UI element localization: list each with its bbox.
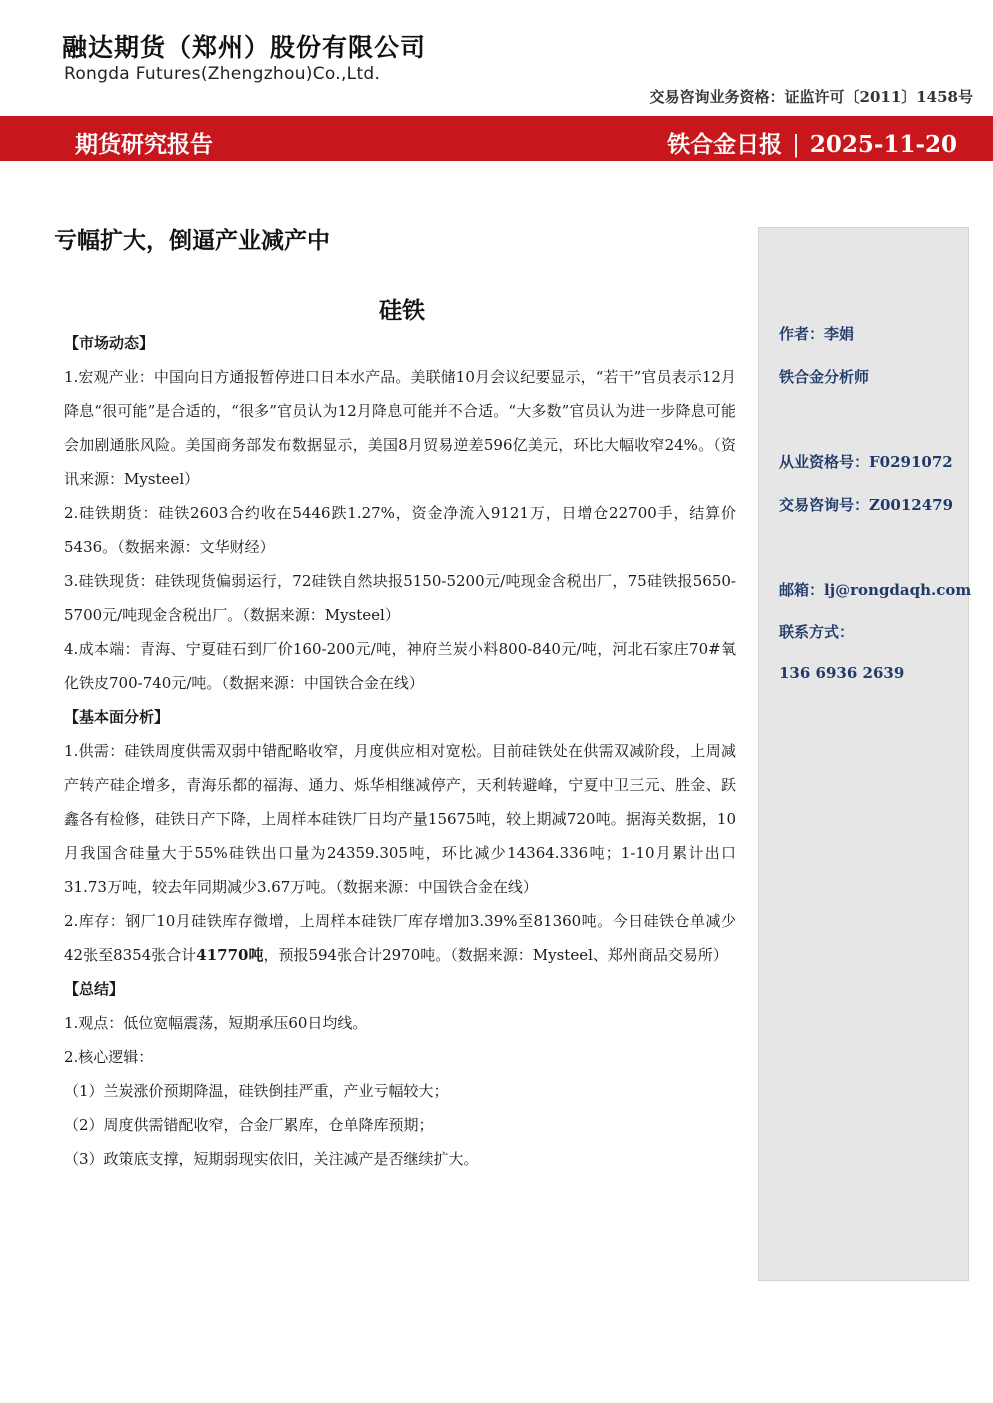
inventory-text-start: 2.库存：钢厂10月硅铁库存微增，上周样本硅铁厂库存增加3.39%至81360吨。今日硅铁仓单减少42张至8354张合计 [64, 912, 736, 964]
section-title-summary: 【总结】 [64, 980, 125, 998]
product-title: 硅铁 [379, 297, 425, 324]
summary-logic-label: 2.核心逻辑： [64, 1048, 154, 1066]
headline: 亏幅扩大，倒逼产业减产中 [54, 227, 330, 254]
company-name-cn: 融达期货（郑州）股份有限公司 [62, 33, 427, 62]
summary-logic-2: （2）周度供需错配收窄，合金厂累库，仓单降库预期； [64, 1116, 434, 1134]
license-info: 交易咨询业务资格：证监许可〔2011〕1458号 [649, 88, 973, 106]
section-title-fundamental: 【基本面分析】 [64, 708, 170, 726]
summary-view: 1.观点：低位宽幅震荡，短期承压60日均线。 [64, 1014, 368, 1032]
author-role: 铁合金分析师 [779, 368, 870, 386]
author-name: 作者：李娟 [779, 325, 855, 343]
report-type: 期货研究报告 [75, 131, 213, 158]
section-title-market: 【市场动态】 [64, 334, 155, 352]
summary-logic-1: （1）兰炭涨价预期降温，硅铁倒挂严重，产业亏幅较大； [64, 1082, 449, 1100]
author-sidebar [758, 227, 972, 1281]
report-name: 铁合金日报 [667, 131, 783, 158]
report-title-date [667, 126, 957, 159]
company-name-en: Rongda Futures(Zhengzhou)Co.,Ltd. [64, 64, 381, 84]
banner-separator: | [792, 132, 800, 158]
report-banner [0, 116, 993, 161]
summary-logic-3: （3）政策底支撑，短期弱现实依旧，关注减产是否继续扩大。 [64, 1150, 479, 1168]
report-body [64, 326, 736, 1176]
inventory-total-bold: 41770吨 [196, 946, 264, 964]
consult-number: 交易咨询号：Z0012479 [779, 496, 954, 514]
contact-label: 联系方式： [779, 623, 855, 641]
inventory-text-end: ，预报594张合计2970吨。（数据来源：Mysteel、郑州商品交易所） [263, 946, 728, 964]
fundamental-item-inventory [64, 904, 736, 972]
market-item-cost: 4.成本端：青海、宁夏硅石到厂价160-200元/吨，神府兰炭小料800-840元/吨，河北石家庄70#氧化铁皮700-740元/吨。（数据来源：中国铁合金在线） [64, 640, 736, 692]
qualification-number: 从业资格号：F0291072 [779, 453, 953, 471]
author-email[interactable]: 邮箱：lj@rongdaqh.com [779, 581, 972, 599]
market-item-spot: 3.硅铁现货：硅铁现货偏弱运行，72硅铁自然块报5150-5200元/吨现金含税出厂，75硅铁报5650-5700元/吨现金含税出厂。（数据来源：Mysteel） [64, 572, 736, 624]
market-item-macro: 1.宏观产业：中国向日方通报暂停进口日本水产品。美联储10月会议纪要显示，“若干”官员表示12月降息“很可能”是合适的，“很多”官员认为12月降息可能并不合适。“大多数”官员认为进一步降息可能会加剧通胀风险。美国商务部发布数据显示，美国8月贸易逆差596亿美元，环比大幅收窄24%。（资讯来源：Mysteel） [64, 368, 736, 488]
fundamental-item-supply: 1.供需：硅铁周度供需双弱中错配略收窄，月度供应相对宽松。目前硅铁处在供需双减阶段，上周减产转产硅企增多，青海乐都的福海、通力、烁华相继减停产，天利转避峰，宁夏中卫三元、胜金、跃鑫各有检修，硅铁日产下降，上周样本硅铁厂日均产量15675吨，较上期减720吨。据海关数据，10月我国含硅量大于55%硅铁出口量为24359.305吨，环比减少14364.336吨；1-10月累计出口31.73万吨，较去年同期减少3.67万吨。（数据来源：中国铁合金在线） [64, 742, 736, 896]
report-date: 2025-11-20 [809, 131, 957, 158]
market-item-futures: 2.硅铁期货：硅铁2603合约收在5446跌1.27%，资金净流入9121万，日增仓22700手，结算价5436。（数据来源：文华财经） [64, 504, 736, 556]
contact-phone: 136 6936 2639 [779, 664, 905, 682]
